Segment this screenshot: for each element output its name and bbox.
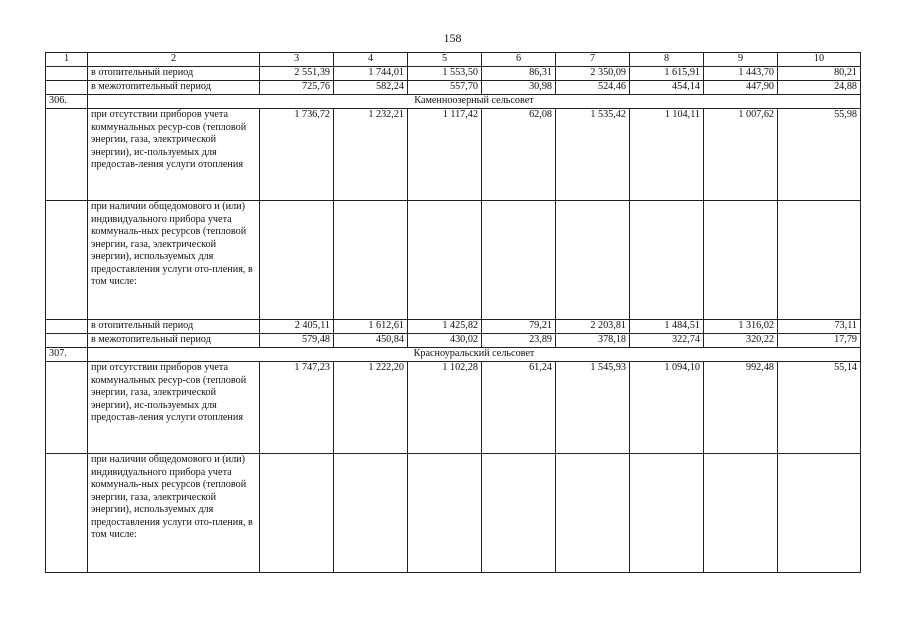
column-header: 7 (556, 53, 630, 67)
row-label: в отопительный период (88, 320, 260, 334)
tariff-table (45, 52, 861, 573)
row-number: 306. (46, 95, 88, 109)
row-number (46, 320, 88, 334)
value-cell: 1 094,10 (630, 362, 704, 454)
value-cell: 1 553,50 (408, 67, 482, 81)
value-cell (334, 454, 408, 573)
row-number (46, 201, 88, 320)
table-row (46, 81, 861, 95)
value-cell: 2 350,09 (556, 67, 630, 81)
column-header: 2 (88, 53, 260, 67)
value-cell: 1 316,02 (704, 320, 778, 334)
value-cell: 725,76 (260, 81, 334, 95)
value-cell: 1 736,72 (260, 109, 334, 201)
column-header: 5 (408, 53, 482, 67)
value-cell (704, 454, 778, 573)
page-number: 158 (443, 31, 462, 45)
row-number (46, 334, 88, 348)
value-cell: 1 744,01 (334, 67, 408, 81)
table-row (46, 334, 861, 348)
value-cell: 447,90 (704, 81, 778, 95)
row-label: в межотопительный период (88, 334, 260, 348)
value-cell: 61,24 (482, 362, 556, 454)
row-number: 307. (46, 348, 88, 362)
value-cell (630, 454, 704, 573)
value-cell: 24,88 (778, 81, 861, 95)
row-label: в отопительный период (88, 67, 260, 81)
column-header: 4 (334, 53, 408, 67)
value-cell: 1 747,23 (260, 362, 334, 454)
table-row (46, 362, 861, 454)
column-header: 10 (778, 53, 861, 67)
value-cell: 1 117,42 (408, 109, 482, 201)
value-cell: 450,84 (334, 334, 408, 348)
value-cell: 55,98 (778, 109, 861, 201)
section-row (46, 348, 861, 362)
value-cell: 1 545,93 (556, 362, 630, 454)
value-cell (778, 201, 861, 320)
value-cell (556, 454, 630, 573)
value-cell: 557,70 (408, 81, 482, 95)
row-label: при наличии общедомового и (или) индивидуального прибора учета коммуналь-ных ресурсов (тепловой энергии, газа, электрической энергии), используемых для предоставления услуги ото-пления, в том числе: (88, 201, 260, 320)
value-cell: 322,74 (630, 334, 704, 348)
value-cell: 1 104,11 (630, 109, 704, 201)
value-cell: 1 222,20 (334, 362, 408, 454)
value-cell: 79,21 (482, 320, 556, 334)
column-header: 9 (704, 53, 778, 67)
value-cell: 1 232,21 (334, 109, 408, 201)
value-cell: 579,48 (260, 334, 334, 348)
header-row (46, 53, 861, 67)
value-cell: 23,89 (482, 334, 556, 348)
value-cell: 73,11 (778, 320, 861, 334)
value-cell: 1 535,42 (556, 109, 630, 201)
value-cell (778, 454, 861, 573)
value-cell (408, 201, 482, 320)
value-cell: 454,14 (630, 81, 704, 95)
value-cell: 320,22 (704, 334, 778, 348)
table-row (46, 454, 861, 573)
value-cell: 80,21 (778, 67, 861, 81)
value-cell (260, 201, 334, 320)
value-cell: 62,08 (482, 109, 556, 201)
value-cell (704, 201, 778, 320)
table-row (46, 67, 861, 81)
value-cell: 430,02 (408, 334, 482, 348)
row-number (46, 454, 88, 573)
value-cell: 1 102,28 (408, 362, 482, 454)
value-cell: 992,48 (704, 362, 778, 454)
value-cell: 1 007,62 (704, 109, 778, 201)
column-header: 8 (630, 53, 704, 67)
value-cell: 86,31 (482, 67, 556, 81)
row-number (46, 81, 88, 95)
column-header: 1 (46, 53, 88, 67)
table-row (46, 201, 861, 320)
row-label: в межотопительный период (88, 81, 260, 95)
table-row (46, 320, 861, 334)
value-cell: 55,14 (778, 362, 861, 454)
section-row (46, 95, 861, 109)
column-header: 3 (260, 53, 334, 67)
table-row (46, 109, 861, 201)
value-cell: 2 551,39 (260, 67, 334, 81)
value-cell (630, 201, 704, 320)
value-cell (334, 201, 408, 320)
value-cell: 2 203,81 (556, 320, 630, 334)
value-cell: 1 443,70 (704, 67, 778, 81)
section-title: Каменноозерный сельсовет (88, 95, 861, 109)
row-number (46, 67, 88, 81)
value-cell: 1 425,82 (408, 320, 482, 334)
value-cell: 582,24 (334, 81, 408, 95)
value-cell: 1 484,51 (630, 320, 704, 334)
row-number (46, 362, 88, 454)
section-title: Красноуральский сельсовет (88, 348, 861, 362)
row-label: при наличии общедомового и (или) индивидуального прибора учета коммуналь-ных ресурсов (тепловой энергии, газа, электрической энергии), используемых для предоставления услуги ото-пления, в том числе: (88, 454, 260, 573)
value-cell: 2 405,11 (260, 320, 334, 334)
row-number (46, 109, 88, 201)
value-cell (482, 454, 556, 573)
value-cell (408, 454, 482, 573)
value-cell: 17,79 (778, 334, 861, 348)
value-cell: 1 615,91 (630, 67, 704, 81)
value-cell (556, 201, 630, 320)
value-cell: 378,18 (556, 334, 630, 348)
row-label: при отсутствии приборов учета коммунальных ресур-сов (тепловой энергии, газа, электрической энергии), ис-пользуемых для предостав-ления услуги отопления (88, 362, 260, 454)
value-cell: 30,98 (482, 81, 556, 95)
value-cell (260, 454, 334, 573)
value-cell: 1 612,61 (334, 320, 408, 334)
row-label: при отсутствии приборов учета коммунальных ресур-сов (тепловой энергии, газа, электрической энергии), ис-пользуемых для предостав-ления услуги отопления (88, 109, 260, 201)
value-cell (482, 201, 556, 320)
column-header: 6 (482, 53, 556, 67)
value-cell: 524,46 (556, 81, 630, 95)
